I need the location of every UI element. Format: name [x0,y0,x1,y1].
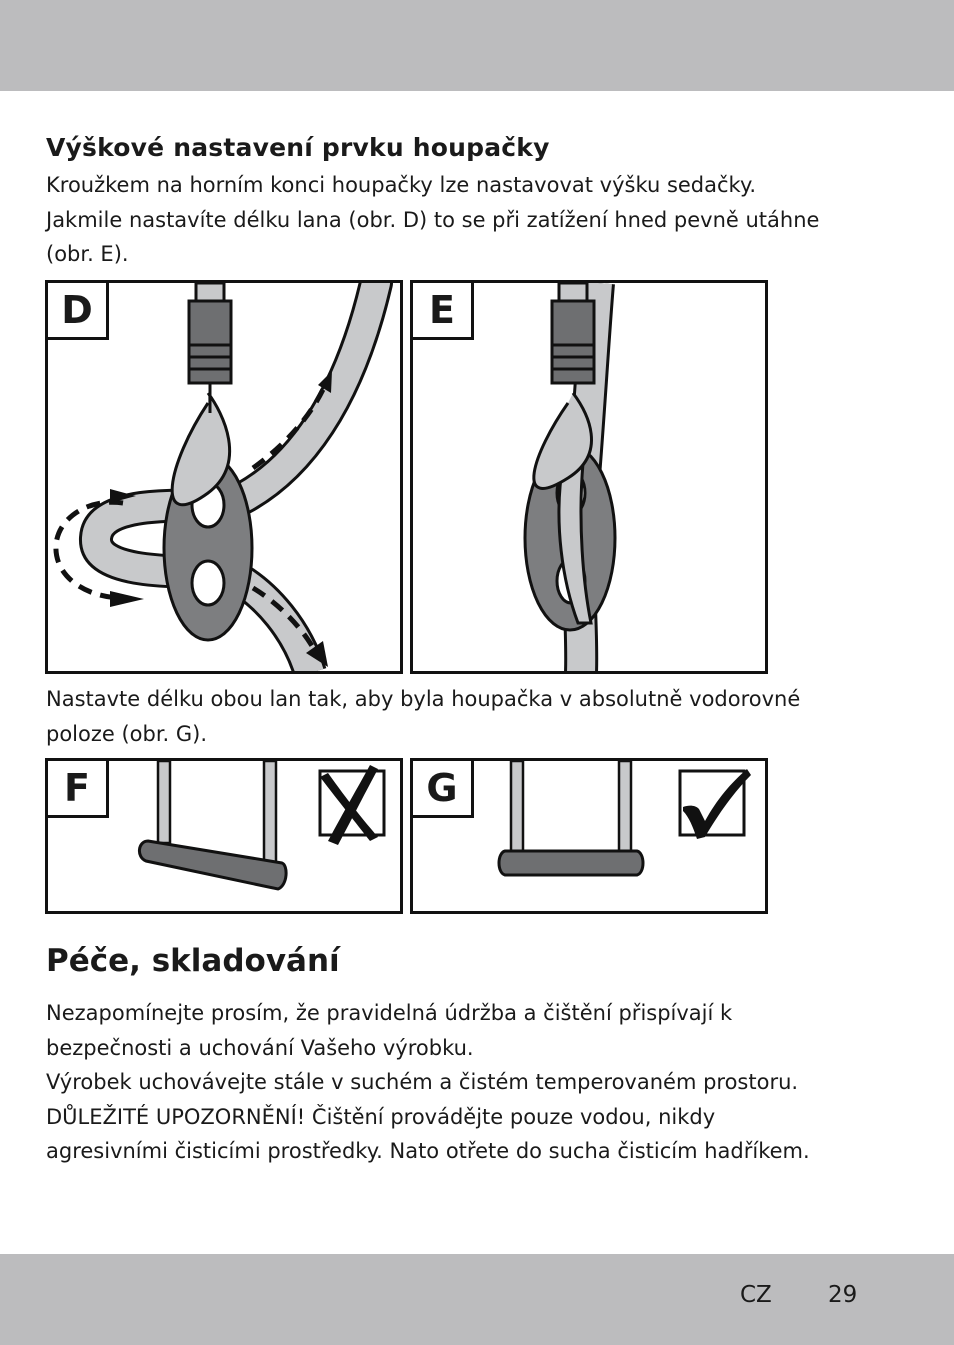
paragraph-level-rope [46,682,906,751]
rope-loop-illustration-d [48,283,400,671]
figure-d [45,280,403,674]
figure-e [410,280,768,674]
paragraph-height-adjustment [46,168,906,272]
figure-label-g: G [410,758,474,818]
figure-g [410,758,768,914]
text-line: DŮLEŽITÉ UPOZORNĚNÍ! Čištění provádějte pouze vodou, nikdy [46,1104,716,1129]
figure-label-f: F [45,758,109,818]
text-line: agresivními čisticími prostředky. Nato otřete do sucha čisticím hadříkem. [46,1139,810,1163]
text-line: (obr. E). [46,242,129,266]
footer-band [0,1254,954,1345]
text-line: Jakmile nastavíte délku lana (obr. D) to se při zatížení hned pevně utáhne [46,207,820,232]
figure-label-e: E [410,280,474,340]
header-band [0,0,954,91]
section-title-care-storage: Péče, skladování [46,943,340,979]
text-line: Kroužkem na horním konci houpačky lze nastavovat výšku sedačky. [46,173,757,197]
page-number: 29 [828,1282,858,1308]
figure-f [45,758,403,914]
text-line: Výrobek uchovávejte stále v suchém a čistém temperovaném prostoru. [46,1070,799,1094]
text-line: poloze (obr. G). [46,721,208,746]
text-line: Nastavte délku obou lan tak, aby byla houpačka v absolutně vodorovné [46,687,801,711]
paragraph-care-storage [46,996,906,1169]
section-heading-height-adjustment: Výškové nastavení prvku houpačky [46,133,550,162]
text-line: bezpečnosti a uchování Vašeho výrobku. [46,1035,474,1060]
rope-loop-illustration-e [413,283,765,671]
figure-label-d: D [45,280,109,340]
footer-language: CZ [740,1282,772,1308]
text-line: Nezapomínejte prosím, že pravidelná údržba a čištění přispívají k [46,1001,733,1025]
